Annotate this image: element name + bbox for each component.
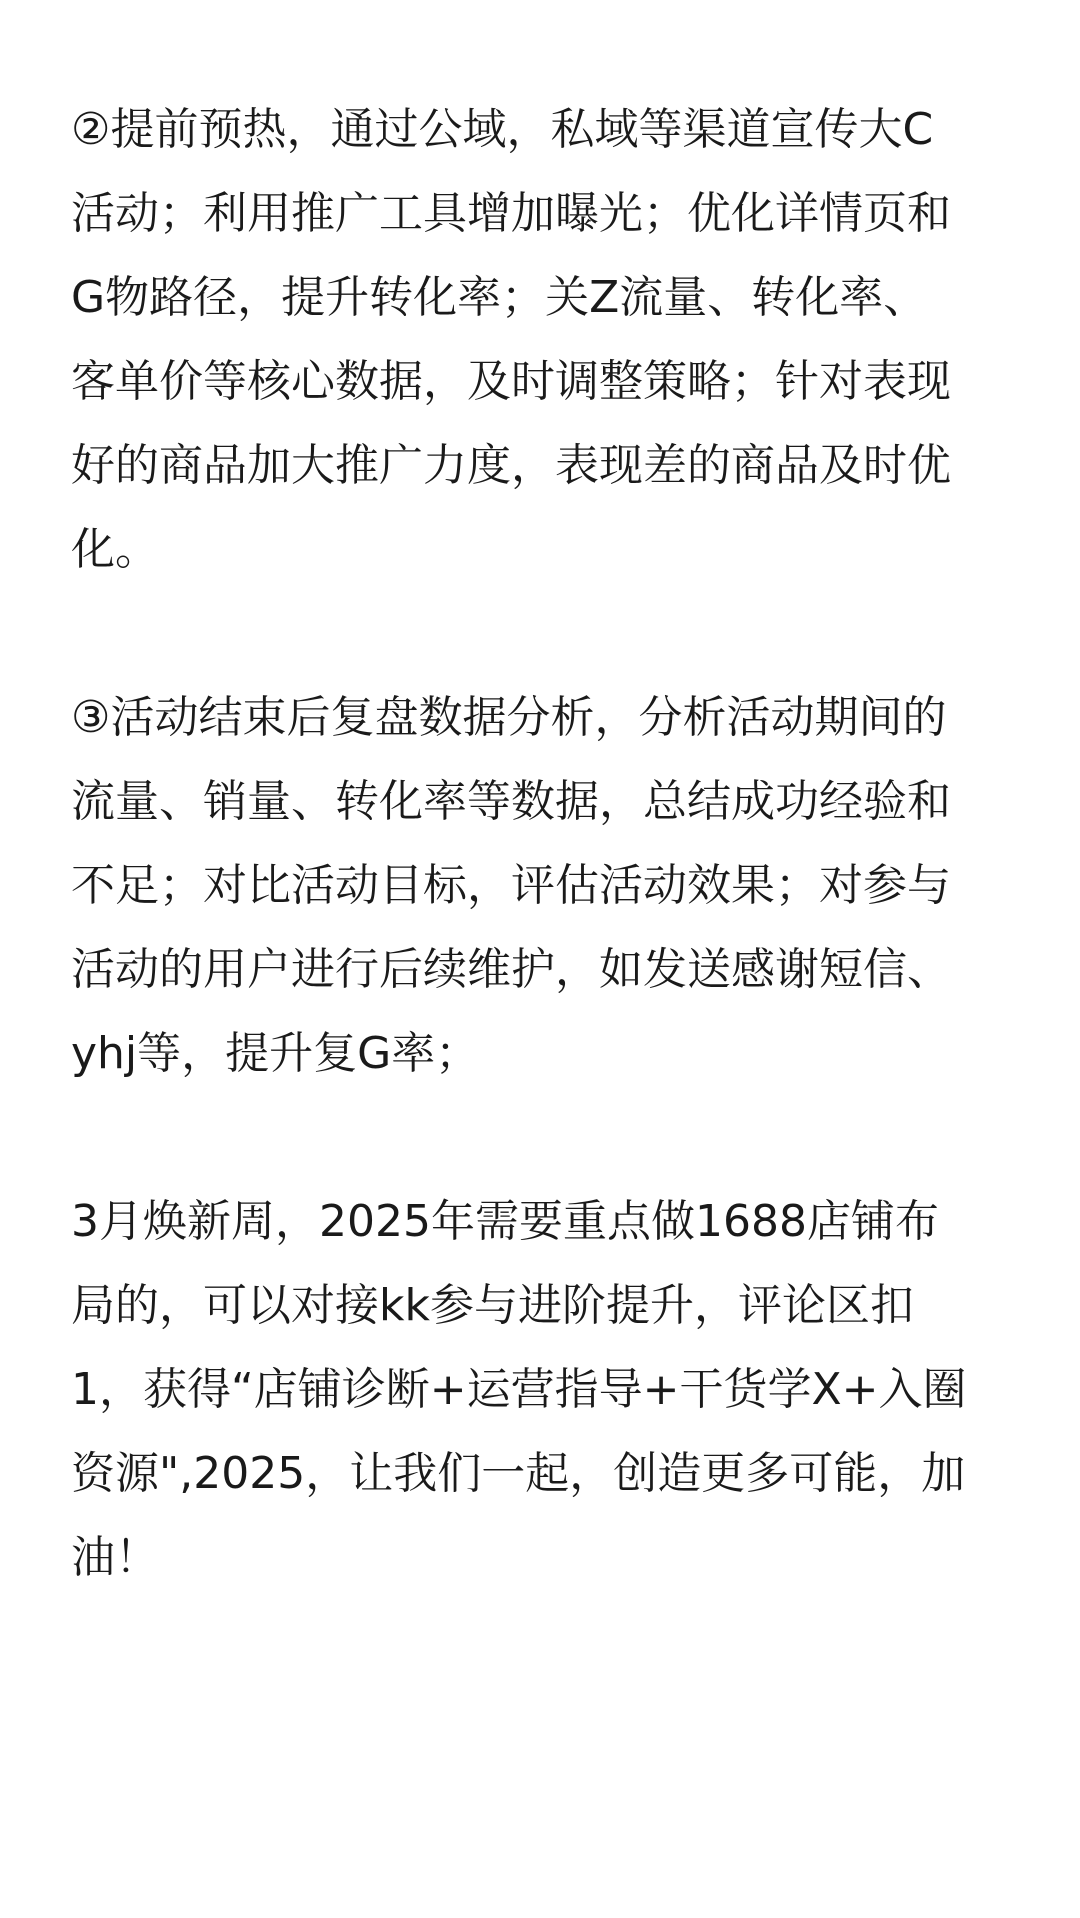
text-line: 好的商品加大推广力度，表现差的商品及时优 [71,440,951,491]
paragraph-call-to-action [71,1180,1016,1600]
text-line: G物路径，提升转化率；关Z流量、转化率、 [71,272,928,323]
text-line: 3月焕新周，2025年需要重点做1688店铺布 [71,1196,939,1247]
text-line: 不足；对比活动目标，评估活动效果；对参与 [71,860,951,911]
text-line: ②提前预热，通过公域，私域等渠道宣传大C [71,104,934,155]
paragraph-preheat [71,88,1016,592]
text-line: yhj等，提升复G率； [71,1028,480,1079]
text-line: 化。 [71,524,159,575]
text-line: 活动的用户进行后续维护，如发送感谢短信、 [71,944,951,995]
text-line: 局的，可以对接kk参与进阶提升，评论区扣 [71,1280,914,1331]
text-line: ③活动结束后复盘数据分析，分析活动期间的 [71,692,947,743]
text-line: 1，获得“店铺诊断+运营指导+干货学X+入圈 [71,1364,967,1415]
paragraph-spacer [71,592,1016,676]
text-line: 油！ [71,1532,159,1583]
paragraph-review [71,676,1016,1096]
text-line: 流量、销量、转化率等数据，总结成功经验和 [71,776,951,827]
text-line: 活动；利用推广工具增加曝光；优化详情页和 [71,188,951,239]
text-line: 资源",2025，让我们一起，创造更多可能，加 [71,1448,966,1499]
paragraph-spacer [71,1096,1016,1180]
text-line: 客单价等核心数据，及时调整策略；针对表现 [71,356,951,407]
article-body [71,88,1016,1600]
